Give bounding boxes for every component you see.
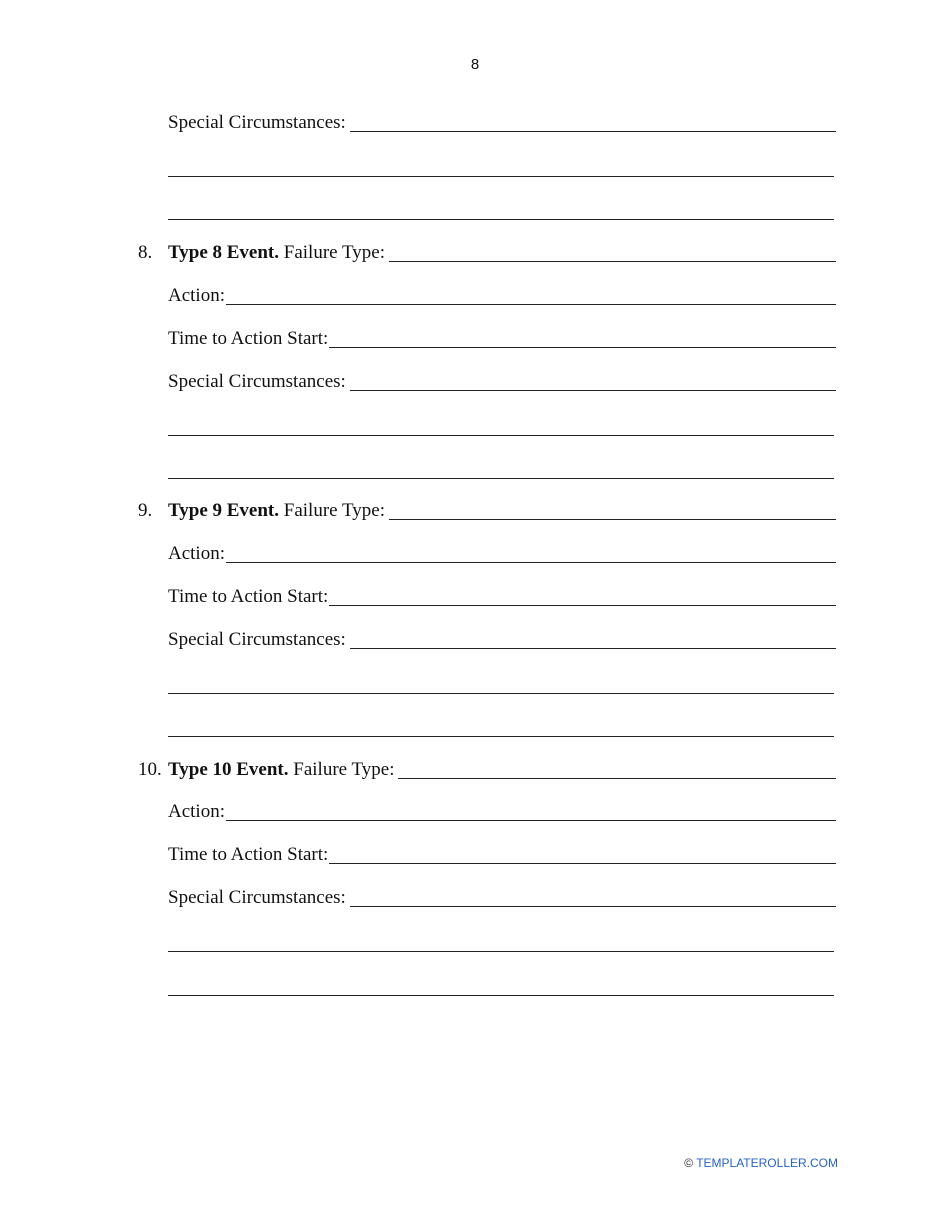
- action-field[interactable]: [168, 801, 836, 823]
- answer-line[interactable]: [168, 736, 834, 737]
- time-to-action-field[interactable]: [168, 328, 836, 350]
- answer-line[interactable]: [350, 906, 836, 907]
- answer-line[interactable]: [329, 347, 836, 348]
- time-to-action-field[interactable]: [168, 844, 836, 866]
- answer-line[interactable]: [226, 562, 836, 563]
- event-number: 8.: [138, 242, 153, 263]
- field-label: Action:: [168, 543, 225, 564]
- answer-line[interactable]: [168, 435, 834, 436]
- answer-line[interactable]: [329, 605, 836, 606]
- answer-line[interactable]: [389, 519, 836, 520]
- footer-text[interactable]: TEMPLATEROLLER.COM: [696, 1156, 838, 1170]
- page-number: 8: [470, 56, 480, 73]
- answer-line[interactable]: [168, 219, 834, 220]
- action-field[interactable]: [168, 285, 836, 307]
- answer-line[interactable]: [329, 863, 836, 864]
- field-label: Special Circumstances:: [168, 629, 346, 650]
- copyright-icon: ©: [684, 1156, 694, 1170]
- field-label: Time to Action Start:: [168, 328, 329, 349]
- field-label: Action:: [168, 801, 225, 822]
- answer-line[interactable]: [350, 390, 836, 391]
- failure-type-field[interactable]: [168, 759, 836, 781]
- answer-line[interactable]: [168, 951, 834, 952]
- answer-line[interactable]: [389, 261, 836, 262]
- answer-line[interactable]: [350, 131, 836, 132]
- failure-type-field[interactable]: [168, 500, 836, 522]
- field-label: Failure Type:: [283, 242, 385, 263]
- field-label: Failure Type:: [283, 500, 385, 521]
- answer-line[interactable]: [168, 176, 834, 177]
- field-label: Failure Type:: [293, 759, 395, 780]
- special-circumstances-field[interactable]: [168, 112, 836, 134]
- answer-line[interactable]: [168, 995, 834, 996]
- event-number: 10.: [138, 759, 162, 780]
- footer-link[interactable]: [684, 1156, 838, 1170]
- field-label: Time to Action Start:: [168, 586, 329, 607]
- answer-line[interactable]: [226, 304, 836, 305]
- time-to-action-field[interactable]: [168, 586, 836, 608]
- action-field[interactable]: [168, 543, 836, 565]
- field-label: Action:: [168, 285, 225, 306]
- answer-line[interactable]: [226, 820, 836, 821]
- event-title: Type 10 Event.: [168, 759, 289, 780]
- answer-line[interactable]: [350, 648, 836, 649]
- special-circumstances-field[interactable]: [168, 371, 836, 393]
- failure-type-field[interactable]: [168, 242, 836, 264]
- field-label: Time to Action Start:: [168, 844, 329, 865]
- special-circumstances-field[interactable]: [168, 629, 836, 651]
- answer-line[interactable]: [168, 693, 834, 694]
- answer-line[interactable]: [168, 478, 834, 479]
- special-circumstances-field[interactable]: [168, 887, 836, 909]
- event-title: Type 8 Event.: [168, 242, 280, 263]
- field-label: Special Circumstances:: [168, 371, 346, 392]
- field-label: Special Circumstances:: [168, 887, 346, 908]
- event-number: 9.: [138, 500, 153, 521]
- event-title: Type 9 Event.: [168, 500, 280, 521]
- field-label: Special Circumstances:: [168, 112, 346, 133]
- answer-line[interactable]: [398, 778, 836, 779]
